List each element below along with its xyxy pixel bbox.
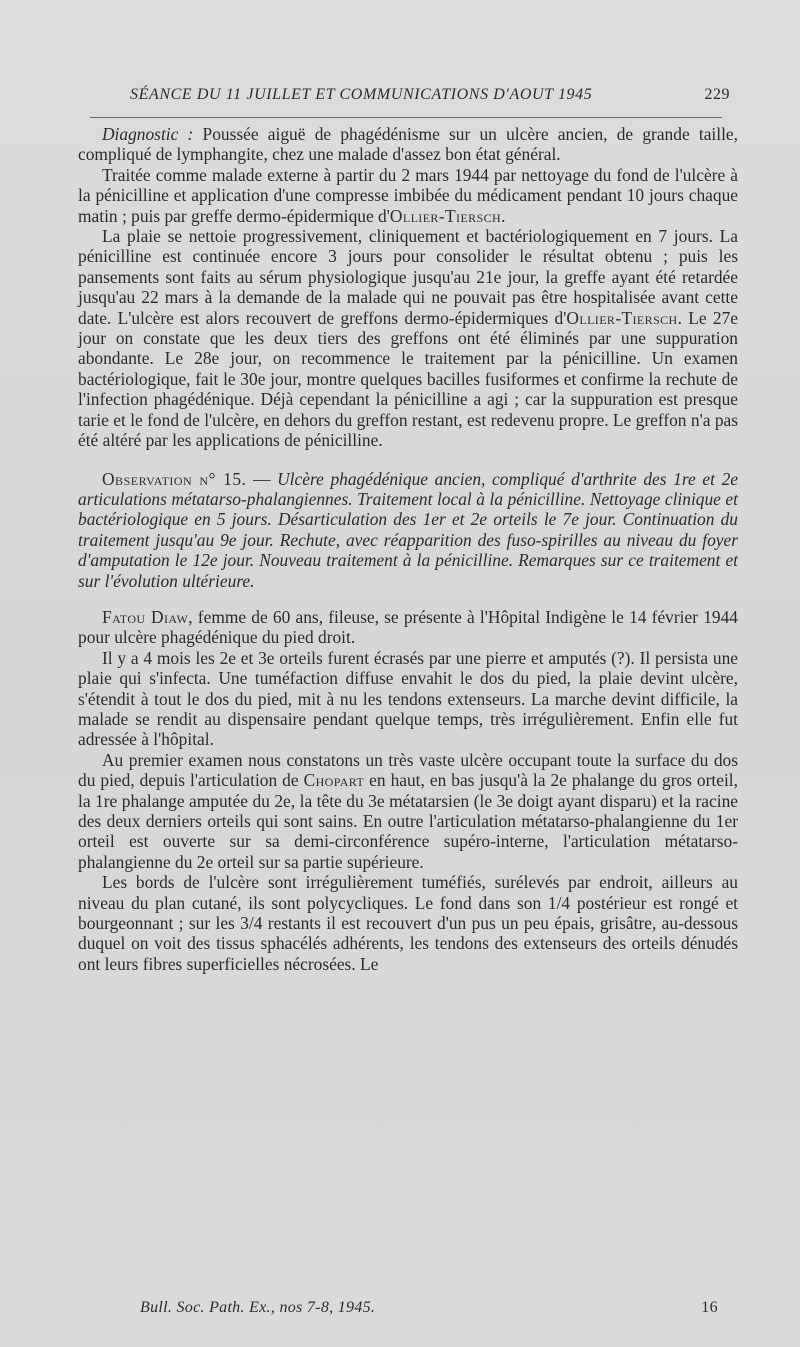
treatment-text: Traitée comme malade externe à partir du 2 mars 1944 par nettoyage du fond de l'ulcère à la pénicilline et application d'une compresse imbibée du médicament pendant 10 jours chaque matin ; puis par greffe dermo-épidermique d' [78,164,738,226]
history-paragraph: Il y a 4 mois les 2e et 3e orteils furent écrasés par une pierre et amputés (?). Il persista une plaie qui s'infecta. Une tuméfaction diffuse envahit le dos du pied, la plaie devint ulcère, s'étendit à tout le dos du pied, mit à nu les tendons extenseurs. La marche devint difficile, la malade se rendit au dispensaire pendant quelque temps, très irrégulièrement. Enfin elle fut adressée à l'hôpital. [78,647,738,750]
observation-dash: — [246,468,278,489]
signature-mark: 16 [701,1299,718,1316]
diagnostic-paragraph [78,124,738,165]
diagnostic-label: Diagnostic : [102,124,194,144]
exam-text: Au premier examen nous constatons un très vaste ulcère occupant toute la surface du dos du pied, depuis l'articulation de [78,749,738,791]
author-name: Ollier-Tiersch [566,307,678,328]
spacer [78,451,738,469]
page-number: 229 [704,86,730,103]
patient-paragraph [78,607,738,648]
observation-heading [78,469,738,591]
observation-title: Ulcère phagédénique ancien, compliqué d'arthrite des 1re et 2e articulations métatarso-phalangiennes. Traitement local à la pénicilline. Nettoyage clinique et bactériologique en 5 jours. Désarticulation des 1er et 2e orteils le 7e jour. Continuation du traitement jusqu'au 9e jour. Rechute, avec réapparition des fuso-spirilles au niveau du foyer d'amputation le 12e jour. Nouveau traitement à la pénicilline. Remarques sur ce traitement et sur l'évolution ultérieure. [78,468,738,591]
treatment-paragraph [78,165,738,226]
body-text [78,124,738,974]
patient-name: Fatou Diaw [102,606,189,627]
exam-paragraph [78,750,738,872]
observation-label: Observation n° 15. [102,468,247,489]
evolution-text-end: . Le 27e jour on constate que les deux tiers des greffons ont été éliminés par une suppuration abondante. Le 28e jour, on recommence le traitement par la pénicilline. Un examen bactériologique, fait le 30e jour, montre quelques bacilles fusiformes et confirme la rechute de l'infection phagédénique. Déjà cependant la pénicilline a agi ; car la suppuration est presque tarie et le fond de l'ulcère, en dehors du greffon restant, est redevenu propre. Le greffon n'a pas été altéré par les applications de pénicilline. [78,307,738,451]
journal-citation: Bull. Soc. Path. Ex., nos 7-8, 1945. [140,1299,376,1316]
running-header [118,82,730,108]
author-name: Ollier-Tiersch [389,205,502,226]
diagnostic-text: Poussée aiguë de phagédénisme sur un ulcère ancien, de grande taille, compliqué de lymphangite, chez une malade d'assez bon état général. [78,124,738,165]
patient-text: , femme de 60 ans, fileuse, se présente à l'Hôpital Indigène le 14 février 1944 pour ulcère phagédénique du pied droit. [78,606,738,648]
evolution-text: La plaie se nettoie progressivement, cliniquement et bactériologiquement en 7 jours. La pénicilline est continuée encore 3 jours pour consolider le résultat obtenu ; puis les pansements sont faits au sérum physiologique jusqu'au 21e jour, la greffe ayant été retardée jusqu'au 22 mars à la demande de la malade qui ne pouvait pas être hospitalisée avant cette date. L'ulcère est alors recouvert de greffons dermo-épidermiques d' [78,226,738,328]
exam-text-end: en haut, en bas jusqu'à la 2e phalange du gros orteil, la 1re phalange amputée du 2e, la tête du 3e métatarsien (le 3e doigt ayant disparu) et la racine des deux derniers orteils qui sont sains. En outre l'articulation métatarso-phalangienne du 1er orteil est ouverte sur sa demi-circonférence supéro-interne, l'articulation métatarso-phalangienne du 2e orteil sur sa partie supérieure. [78,770,738,872]
ulcer-paragraph: Les bords de l'ulcère sont irrégulièrement tuméfiés, surélevés par endroit, ailleurs au niveau du plan cutané, ils sont polycycliques. Le fond dans son 1/4 postérieur est rongé et bourgeonnant ; sur les 3/4 restants il est recouvert d'un pus un peu épais, grisâtre, au-dessous duquel on voit des tissus sphacélés adhérents, les tendons des extenseurs des orteils dénudés ont leurs fibres superficielles nécrosées. Le [78,872,738,974]
evolution-paragraph [78,226,738,450]
page-footer [140,1299,718,1325]
spacer [78,591,738,607]
header-rule [90,117,722,118]
anatomy-name: Chopart [303,770,365,791]
running-title: SÉANCE DU 11 JUILLET ET COMMUNICATIONS D'AOUT 1945 [130,86,593,103]
treatment-text-end: . [501,205,506,226]
